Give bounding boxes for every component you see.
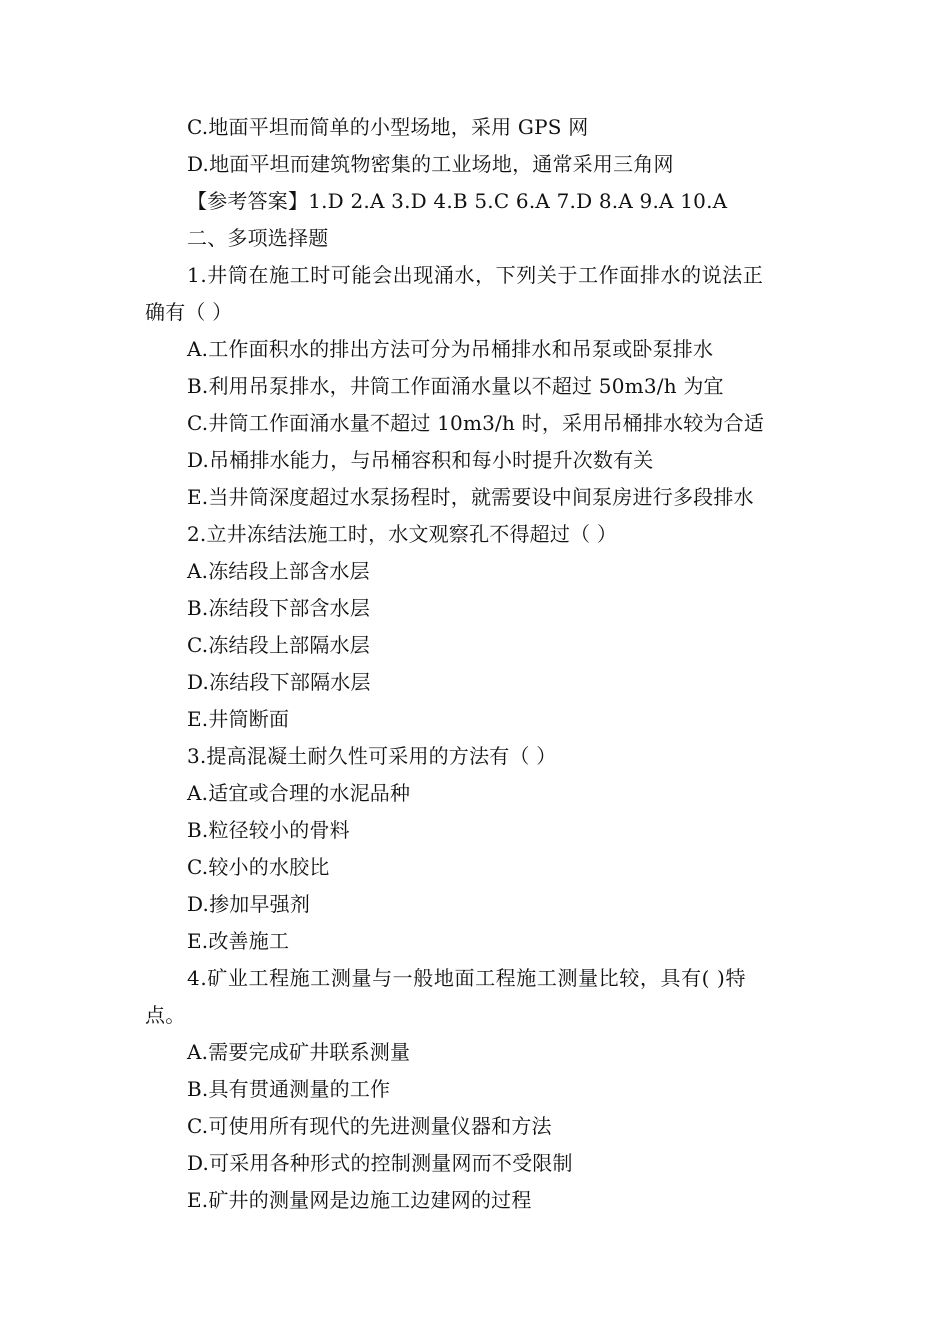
q4-option-d: D.可采用各种形式的控制测量网而不受限制 [187,1151,573,1175]
question-4: 4.矿业工程施工测量与一般地面工程施工测量比较，具有( )特 [187,966,747,990]
q4-option-a: A.需要完成矿井联系测量 [187,1040,411,1064]
q1-option-d: D.吊桶排水能力，与吊桶容积和每小时提升次数有关 [187,448,654,472]
q2-option-c: C.冻结段上部隔水层 [187,633,370,657]
q3-option-e: E.改善施工 [187,929,290,953]
q4-option-c: C.可使用所有现代的先进测量仪器和方法 [187,1114,552,1138]
q2-option-e: E.井筒断面 [187,707,290,731]
q1-option-a: A.工作面积水的排出方法可分为吊桶排水和吊泵或卧泵排水 [187,337,714,361]
question-1-continued: 确有（ ） [145,300,233,324]
document-body [145,109,810,1219]
q2-option-b: B.冻结段下部含水层 [187,596,371,620]
question-2: 2.立井冻结法施工时，水文观察孔不得超过（ ） [187,522,618,546]
q3-option-a: A.适宜或合理的水泥品种 [187,781,411,805]
q2-option-a: A.冻结段上部含水层 [187,559,370,583]
section-heading-multiple-choice: 二、多项选择题 [187,226,329,250]
q1-option-e: E.当井筒深度超过水泵扬程时，就需要设中间泵房进行多段排水 [187,485,754,509]
q4-option-b: B.具有贯通测量的工作 [187,1077,391,1101]
q3-option-c: C.较小的水胶比 [187,855,330,879]
q3-option-b: B.粒径较小的骨料 [187,818,350,842]
q4-option-e: E.矿井的测量网是边施工边建网的过程 [187,1188,532,1212]
option-d-prev: D.地面平坦而建筑物密集的工业场地，通常采用三角网 [187,152,674,176]
question-1: 1.井筒在施工时可能会出现涌水，下列关于工作面排水的说法正 [187,263,764,287]
question-3: 3.提高混凝土耐久性可采用的方法有（ ） [187,744,557,768]
q1-option-b: B.利用吊泵排水，井筒工作面涌水量以不超过 50m3/h 为宜 [187,374,724,398]
q2-option-d: D.冻结段下部隔水层 [187,670,371,694]
reference-answers: 【参考答案】1.D 2.A 3.D 4.B 5.C 6.A 7.D 8.A 9.A 10.A [187,189,728,213]
q3-option-d: D.掺加早强剂 [187,892,311,916]
question-4-continued: 点。 [145,1003,186,1027]
option-c-prev: C.地面平坦而简单的小型场地，采用 GPS 网 [187,115,589,139]
q1-option-c: C.井筒工作面涌水量不超过 10m3/h 时，采用吊桶排水较为合适 [187,411,765,435]
